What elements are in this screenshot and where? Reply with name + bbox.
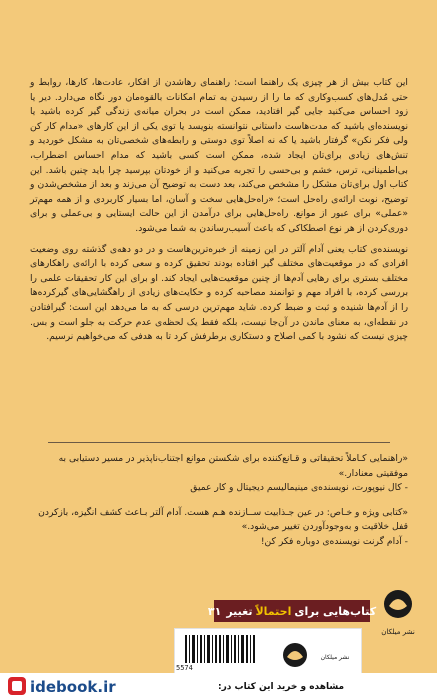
series-highlight: احتمالاً xyxy=(255,604,292,618)
endorsement-text: «کتابی ویژه و خـاص: در عین جـذابیت ســازنده هـم هست. آدام آلتر بـاعث کشف انگیزه، بازکردن قفل خلاقیت و به‌وجودآوردن تغییر می‌شود.» xyxy=(38,506,408,533)
series-suffix: تغییر xyxy=(226,604,253,618)
idebook-site: idebook.ir xyxy=(30,678,116,696)
endorsement-author: - آدام گرنت نویسنده‌ی دوباره فکر کن! xyxy=(260,535,408,547)
blurb-paragraph: این کتاب بیش از هر چیزی یک راهنما است: راهنمای رهاشدن از افکار، عادت‌ها، کارها، روابط و حتی مُدل‌های کسب‌وکاری که ما را از رسیدن به تمام امکانات بالقوه‌مان دور نگاه می‌دارد. دیر یا زود احساس می‌کنید جایی گیر افتادید، ممکن است در بحران میانه‌ی زندگی گیر کرده باشید یا نویسنده‌ای باشید که مدت‌هاست داستانی نتوانسته بنویسد یا توی یکی از این کارهای «مدام کار کن ولی فکر نکن» گرفتار باشید یا که نه اصلاً توی دوستی و رابطه‌های شخصی‌تان به مشکل خوردید و تنش‌های زیادی برای‌تان ایجاد شده، ممکن است کسی باشید که مدام احساس اضطراب، بی‌اطمینانی، ترس، خشم و بی‌حسی را تجربه می‌کنید و از خودتان بپرسید چرا باید چنین باشد. این کتاب اول برای‌تان مشکل را مشخص می‌کند، بعد دست به توضیح آن می‌زند و بعد از مشخص‌شدن و توضیح، نوبت ارائه‌ی راه‌حل است؛ «راه‌حل‌هایی سخت و آسان، اما بسیار کاربردی و از همه مهم‌تر «عملی» برای عبور از موانع. راه‌حل‌هایی برای درآمدن از این حالت ایستایی و بی‌عملی و برای دوری‌کردن از هر نوع اصطکاکی که باعث آسیب‌رساندن به شما می‌شود. xyxy=(30,77,408,234)
series-number: ۳۱ xyxy=(207,604,222,618)
download-cta: مشاهده و خرید این کتاب در: xyxy=(214,680,348,694)
blurb xyxy=(30,76,408,351)
barcode-number: 5574 xyxy=(176,664,193,672)
section-divider xyxy=(48,442,390,443)
endorsement-text: «راهنمایی کـاملاً تحقیقاتی و قـانع‌کننده برای شکستن موانع اجتناب‌ناپذیر در مسیر دستیابی به موفقیتی معنادار.» xyxy=(58,453,408,479)
idebook-logo[interactable] xyxy=(6,675,136,697)
endorsements xyxy=(30,452,408,560)
publisher-name: نشر میلکان xyxy=(381,628,415,636)
series-band xyxy=(207,600,377,622)
series-prefix: کتاب‌هایی برای xyxy=(294,604,377,618)
blurb-paragraph: نویسنده‌ی کتاب یعنی آدام آلتر در این زمینه از خبره‌ترین‌هاست و در دو دهه‌ی گذشته روی وضعیت افرادی که در موقعیت‌های مختلف گیر افتاده بودند تحقیق کرده و سعی کرده با ارائه‌ی راهکارهای مختلف بستری برای رهایی آدم‌ها از چنین موقعیت‌هایی ایجاد کند. او برای این کار تحقیقات علمی را بررسی کرده، با افراد مهم و توانمند مصاحبه کرده و حکایت‌های زیادی از راهگشایی‌های گیرکرده‌ها را از آدم‌ها شنیده و ثبت و ضبط کرده. شاید مهم‌ترین درسی که به ما می‌دهد این است: گیرافتادن در نقطه‌ای، به معنای ماندن در آن‌جا نیست، بلکه فقط یک لحظه‌ی عدم حرکت به جلو است و بس. چیزی نیست که نشود با کمی اصلاح و دستکاری برطرفش کرد تا به هدفی که می‌خواهیم نرسیم. xyxy=(30,243,408,343)
publisher-name-small: نشر میلکان xyxy=(320,654,350,661)
endorsement-author: - کال نیوپورت، نویسنده‌ی مینیمالیسم دیجیتال و کار عمیق xyxy=(190,482,408,494)
endorsement xyxy=(30,506,408,550)
publisher-logo xyxy=(374,584,422,642)
endorsement xyxy=(30,452,408,496)
